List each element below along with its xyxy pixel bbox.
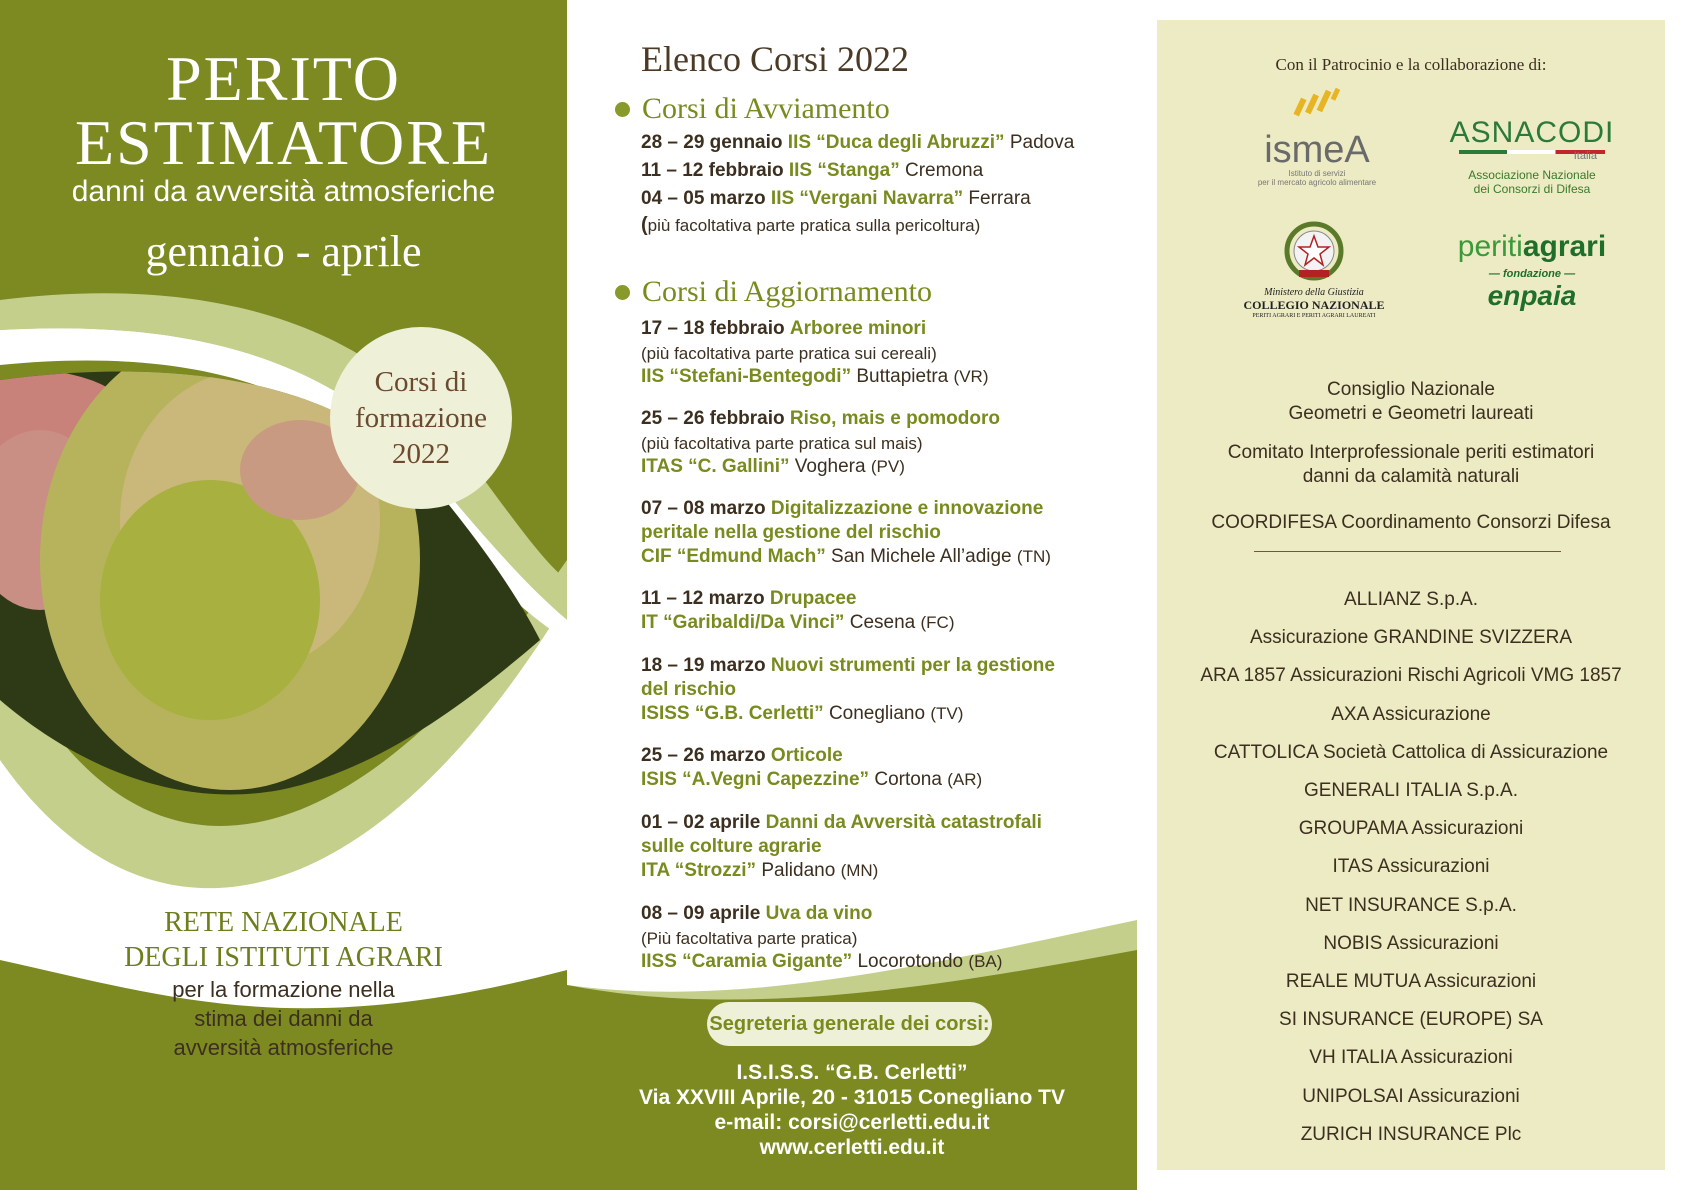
course-topic: del rischio	[641, 679, 737, 700]
asnacodi-sub: Associazione Nazionale	[1468, 168, 1596, 182]
course-school: IIS “Stanga”	[788, 160, 900, 181]
insurer-item: NOBIS Assicurazioni	[1323, 932, 1499, 954]
section-heading: Corsi di Avviamento	[642, 92, 890, 125]
asnacodi-italia: Italia	[1573, 150, 1597, 162]
insurer-item: NET INSURANCE S.p.A.	[1305, 894, 1517, 916]
ministero-line: COLLEGIO NAZIONALE	[1243, 298, 1385, 312]
course-line	[641, 769, 982, 791]
periti-agrari-name	[1437, 230, 1627, 264]
segreteria-label: Segreteria generale dei corsi:	[707, 1002, 992, 1046]
course-note: (più facoltativa parte pratica sul mais)	[641, 434, 923, 453]
insurer-item: VH ITALIA Assicurazioni	[1309, 1047, 1513, 1069]
rete-title: DEGLI ISTITUTI AGRARI	[124, 942, 443, 973]
course-city: Ferrara	[968, 188, 1031, 209]
course-prov: (AR)	[947, 770, 983, 789]
insurer-item: ITAS Assicurazioni	[1332, 856, 1490, 878]
periti-agrari-logo	[1437, 230, 1627, 312]
asnacodi-name: ASNACODI	[1449, 116, 1615, 149]
course-city: Locorotondo	[857, 951, 964, 972]
ismea-sub: per il mercato agricolo alimentare	[1257, 178, 1377, 187]
insurer-item: AXA Assicurazione	[1331, 703, 1491, 725]
course-line	[641, 951, 1002, 973]
insurers-list	[1157, 581, 1665, 1154]
org-line: danni da calamità naturali	[1302, 466, 1520, 487]
badge-line: formazione	[354, 402, 488, 434]
course-school: ITAS “C. Gallini”	[641, 456, 790, 477]
org-line: Consiglio Nazionale	[1327, 379, 1495, 400]
courses-title: Elenco Corsi 2022	[641, 39, 909, 79]
ministero-line: PERITI AGRARI E PERITI AGRARI LAUREATI	[1252, 313, 1376, 319]
course-school: IIS “Duca degli Abruzzi”	[787, 132, 1005, 153]
course-line	[641, 655, 1055, 677]
insurer-item: GROUPAMA Assicurazioni	[1298, 818, 1524, 840]
bullet-dot	[615, 285, 630, 300]
course-topic: Orticole	[770, 745, 843, 766]
bullet-dot	[615, 102, 630, 117]
course-topic: peritale nella gestione del rischio	[641, 522, 941, 543]
course-line	[641, 836, 822, 858]
course-date: 28 – 29 gennaio	[641, 132, 783, 153]
course-topic: sulle colture agrarie	[641, 836, 822, 857]
course-line	[641, 318, 926, 340]
rete-block	[0, 905, 567, 1062]
course-school: IIS “Vergani Navarra”	[770, 188, 964, 209]
course-line	[641, 522, 941, 544]
title-subtitle: danni da avversità atmosferiche	[71, 175, 496, 208]
org-line: Comitato Interprofessionale periti estimatori	[1227, 442, 1595, 463]
course-line	[641, 498, 1043, 520]
ismea-logo	[1237, 88, 1397, 198]
insurer-item: SI INSURANCE (EUROPE) SA	[1279, 1009, 1543, 1031]
course-topic: Nuovi strumenti per la gestione	[770, 655, 1055, 676]
course-city: Cortona	[874, 769, 942, 790]
course-note	[641, 214, 980, 237]
badge-line: Corsi di	[374, 366, 468, 398]
org-comitato	[1157, 441, 1665, 489]
contact-school: I.S.I.S.S. “G.B. Cerletti”	[736, 1061, 968, 1084]
course-line	[641, 160, 983, 182]
insurer-item: ZURICH INSURANCE Plc	[1300, 1123, 1522, 1145]
course-line	[641, 703, 963, 725]
course-line	[641, 188, 1031, 210]
course-school: IISS “Caramia Gigante”	[641, 951, 853, 972]
insurer-item: GENERALI ITALIA S.p.A.	[1303, 780, 1518, 802]
title-period: gennaio - aprile	[145, 227, 422, 276]
course-line	[641, 745, 843, 767]
course-topic: Danni da Avversità catastrofali	[765, 812, 1042, 833]
course-line	[641, 812, 1042, 834]
course-date: 25 – 26 febbraio	[641, 408, 785, 429]
course-topic: Arboree minori	[789, 318, 927, 339]
asnacodi-logo	[1437, 118, 1627, 196]
right-panel	[1137, 0, 1683, 1190]
divider	[1254, 551, 1561, 552]
section-heading: Corsi di Aggiornamento	[642, 275, 932, 308]
ismea-name: ismeA	[1264, 129, 1370, 171]
course-note: (Più facoltativa parte pratica)	[641, 929, 858, 948]
patrocinio-heading: Con il Patrocinio e la collaborazione di:	[1275, 55, 1547, 74]
title-estimatore: ESTIMATORE	[74, 107, 493, 178]
course-topic: Drupacee	[769, 588, 857, 609]
fondazione-label: — fondazione —	[1488, 268, 1576, 280]
insurer-item: CATTOLICA Società Cattolica di Assicurazione	[1213, 741, 1609, 763]
periti-word: periti	[1457, 230, 1523, 263]
ismea-mark-icon	[1287, 88, 1347, 132]
course-school: ITA “Strozzi”	[641, 860, 757, 881]
insurer-item: ARA 1857 Assicurazioni Rischi Agricoli VMG 1857	[1200, 665, 1622, 687]
course-line	[641, 612, 954, 634]
left-panel	[0, 0, 567, 1190]
course-date: 18 – 19 marzo	[641, 655, 766, 676]
course-line	[641, 903, 872, 925]
note-text: più facoltativa parte pratica sulla pericoltura)	[647, 216, 981, 235]
course-line	[641, 588, 856, 610]
course-school: ISIS “A.Vegni Capezzine”	[641, 769, 870, 790]
org-line: COORDIFESA Coordinamento Consorzi Difesa	[1211, 512, 1611, 533]
course-line	[641, 456, 905, 478]
course-prov: (MN)	[840, 861, 879, 880]
course-line	[641, 366, 989, 388]
contact-address: Via XXVIII Aprile, 20 - 31015 Conegliano TV	[639, 1086, 1065, 1109]
asnacodi-sub: dei Consorzi di Difesa	[1473, 182, 1591, 196]
course-city: Voghera	[794, 456, 866, 477]
ministero-logo	[1229, 220, 1399, 319]
insurer-item: UNIPOLSAI Assicurazioni	[1302, 1085, 1520, 1107]
badge-line: 2022	[392, 438, 450, 470]
course-line	[641, 679, 736, 701]
course-city: Padova	[1009, 132, 1075, 153]
course-school: ISISS “G.B. Cerletti”	[641, 703, 824, 724]
course-date: 07 – 08 marzo	[641, 498, 766, 519]
course-date: 01 – 02 aprile	[641, 812, 761, 833]
course-city: Palidano	[761, 860, 836, 881]
course-date: 25 – 26 marzo	[641, 745, 766, 766]
course-prov: (TN)	[1016, 547, 1051, 566]
enpaia-name: enpaia	[1487, 280, 1577, 311]
course-city: Cremona	[905, 160, 984, 181]
course-date: 17 – 18 febbraio	[641, 318, 785, 339]
org-coordifesa	[1157, 512, 1665, 534]
course-prov: (VR)	[953, 367, 989, 386]
course-line	[641, 546, 1051, 568]
insurer-item: REALE MUTUA Assicurazioni	[1285, 971, 1537, 993]
italian-emblem-icon	[1283, 220, 1345, 282]
course-school: CIF “Edmund Mach”	[641, 546, 826, 567]
rete-subtitle: stima dei danni da	[194, 1006, 373, 1031]
course-line	[641, 860, 878, 882]
course-note: (più facoltativa parte pratica sui cereali)	[641, 344, 937, 363]
rete-subtitle: avversità atmosferiche	[173, 1035, 394, 1060]
rete-subtitle: per la formazione nella	[172, 977, 395, 1002]
insurer-item: Assicurazione GRANDINE SVIZZERA	[1249, 627, 1573, 649]
ministero-line: Ministero della Giustizia	[1264, 287, 1364, 298]
course-city: Conegliano	[828, 703, 926, 724]
org-line: Geometri e Geometri laureati	[1288, 403, 1534, 424]
course-line	[641, 408, 1000, 430]
course-topic: Riso, mais e pomodoro	[789, 408, 1000, 429]
rete-title: RETE NAZIONALE	[164, 907, 403, 938]
courses-badge	[330, 327, 512, 509]
insurer-item: ALLIANZ S.p.A.	[1343, 589, 1479, 610]
contact-website[interactable]: www.cerletti.edu.it	[759, 1136, 945, 1159]
course-prov: (FC)	[920, 613, 955, 632]
org-geometri	[1157, 378, 1665, 426]
section-avviamento	[615, 92, 890, 126]
course-school: IT “Garibaldi/Da Vinci”	[641, 612, 845, 633]
course-topic: Uva da vino	[765, 903, 873, 924]
fondazione-text: fondazione	[1502, 268, 1562, 280]
course-prov: (BA)	[968, 952, 1003, 971]
course-city: Buttapietra	[856, 366, 949, 387]
course-prov: (TV)	[930, 704, 964, 723]
ismea-sub: Istituto di servizi	[1288, 169, 1346, 178]
course-date: 11 – 12 febbraio	[641, 160, 784, 181]
section-aggiornamento	[615, 275, 932, 309]
note-paren: (	[641, 214, 648, 236]
course-date: 08 – 09 aprile	[641, 903, 761, 924]
course-date: 11 – 12 marzo	[641, 588, 765, 609]
course-date: 04 – 05 marzo	[641, 188, 766, 209]
contact-email[interactable]: e-mail: corsi@cerletti.edu.it	[714, 1111, 990, 1134]
course-prov: (PV)	[870, 457, 905, 476]
title-perito: PERITO	[166, 43, 401, 114]
course-city: San Michele All’adige	[831, 546, 1012, 567]
course-line	[641, 132, 1074, 154]
course-school: IIS “Stefani-Bentegodi”	[641, 366, 852, 387]
agrari-word: agrari	[1522, 230, 1607, 263]
course-topic: Digitalizzazione e innovazione	[770, 498, 1044, 519]
course-city: Cesena	[849, 612, 916, 633]
middle-panel	[567, 0, 1137, 1190]
